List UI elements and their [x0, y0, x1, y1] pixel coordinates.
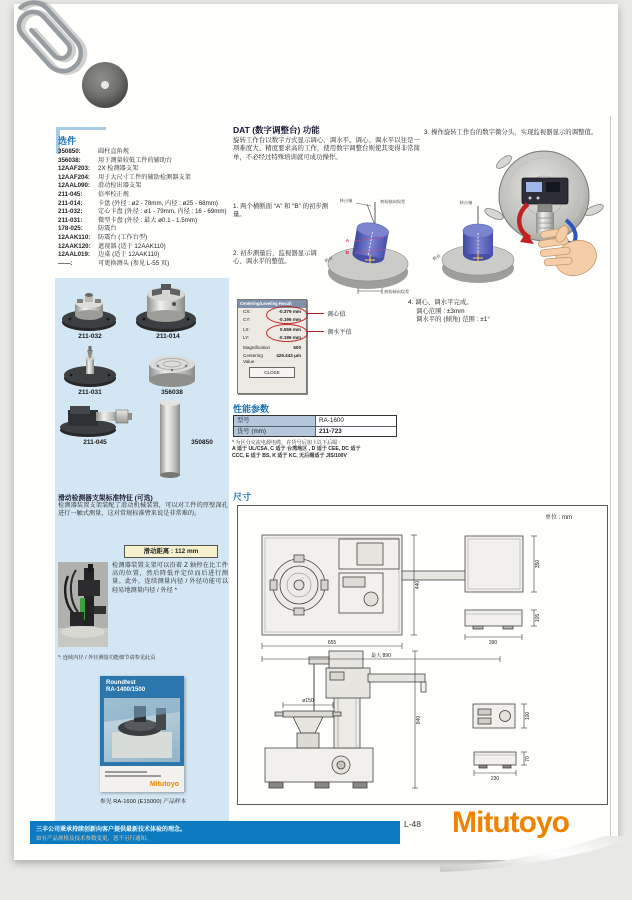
- svg-text:转台: 转台: [323, 255, 334, 264]
- option-row: ——: 可更换测头 (参见 L-55 页): [58, 259, 170, 267]
- centering-callout-line: [306, 313, 324, 314]
- svg-text:B: B: [345, 250, 349, 255]
- page-curl: [440, 836, 632, 900]
- monitor-row: Centering Value 426.443 μm: [243, 353, 301, 364]
- accessory-photo-calibrator: [58, 398, 134, 438]
- svg-text:70: 70: [525, 756, 531, 762]
- monitor-row: LX: 0.559 mm: [243, 327, 301, 332]
- footer-disclaimer-bar: [30, 821, 400, 844]
- footer-line1: 三丰公司秉承持续创新向客户提供最新技术体验的理念。: [36, 827, 187, 833]
- svg-text:A: A: [345, 238, 349, 243]
- brochure-cover: [100, 676, 184, 792]
- corrected-workpiece-diagram: [428, 198, 526, 296]
- monitor-row: CY: -0.196 mm: [243, 317, 301, 322]
- centering-highlight-oval: [266, 306, 308, 324]
- mitutoyo-logo: Mitutoyo: [452, 806, 569, 839]
- option-row: 211-014: 卡盘 (外径 : ø2 - 78mm, 内径 : ø25 - 68mm): [58, 199, 218, 207]
- leveling-callout-label: 调水平值: [327, 329, 352, 336]
- accessory-photo-chuck-large: [134, 280, 198, 332]
- svg-text:ø150: ø150: [302, 698, 314, 704]
- slide-distance-badge: 滑动距离 : 112 mm: [124, 545, 218, 558]
- brochure-caption-bar: [105, 771, 147, 773]
- specs-heading: 性能参数: [233, 404, 270, 414]
- svg-text:840: 840: [416, 715, 422, 725]
- slide-feature-intro: 检测器装置支架装配了滑动机械装置，可以对工件的厚壁深孔进行一触式测量，这对常规标准臂来说是非常难的。: [58, 502, 228, 517]
- option-row: 12AAK110: 防震台 (工作台型): [58, 233, 148, 241]
- brochure-brand-logo: Mitutoyo: [149, 781, 179, 788]
- monitor-row: Magnification 500: [243, 345, 301, 350]
- specs-footnote: * 为区分交流电源电缆，在货号后加上以下后缀 : A 适于 UL/CSA, C 适于 台湾地区 , D 适于 CEE, DC 适于 CCC, E 适于 BS, K 适于 KC, 无后缀适于 JIS/100V: [232, 440, 361, 459]
- accessory-label: 211-031: [78, 389, 102, 396]
- brochure-footer-band: [100, 766, 184, 792]
- option-row: 211-031: 微型卡盘 (外径 : 最大 ø0.1 - 1.5mm): [58, 216, 198, 224]
- option-row: 12AAK120: 遮视器 (适于 12AAK110): [58, 242, 166, 250]
- option-row: 12AAF204: 用于大尺寸工件的辅助检测器支架: [58, 173, 191, 181]
- svg-text:440: 440: [415, 580, 421, 590]
- page-number: L-48: [404, 819, 422, 829]
- option-row: 178-025: 防震台: [58, 225, 117, 233]
- accessory-photo-cylinder-square: [158, 398, 182, 478]
- svg-text:230: 230: [490, 776, 500, 782]
- turntable-photo: [82, 62, 128, 108]
- option-row: 350850: 圆柱直角规: [58, 148, 129, 155]
- option-row: 12AAL019: 边桌 (适于 12AAK110): [58, 251, 160, 259]
- dat-step2: 2. 初步测量后，监视器显示调心、调水平的整值。: [233, 250, 317, 266]
- slide-feature-heading: 滑动检测器支架标准特征 (可选): [58, 495, 153, 502]
- svg-text:初始轴向误差: 初始轴向误差: [384, 289, 410, 294]
- specs-row: 货号 (mm) 211-723: [234, 426, 396, 437]
- svg-text:转台轴: 转台轴: [459, 200, 473, 205]
- svg-text:最大 890: 最大 890: [371, 653, 391, 659]
- specs-row: 型号 RA-1600: [234, 416, 396, 426]
- detector-holder-photo: [58, 562, 108, 647]
- svg-text:390: 390: [488, 640, 498, 646]
- specs-table: [233, 415, 397, 437]
- brochure-caption: 参见 RA-1600 (E15000) 产品样本: [100, 799, 187, 805]
- option-row: 12AAF203: 2X 检测器支架: [58, 165, 139, 173]
- option-row: 356038: 用于测量较低工件的辅助台: [58, 156, 173, 164]
- dat-intro: 旋转工作台以数字方式显示调心、调水平。调心、调水平以往是一项难度大、精度要求高的工作，使用数字调整台则使其变得非常简单，不必经过特殊培训就可成功操作。: [233, 137, 420, 161]
- dimensions-heading: 尺寸: [233, 492, 252, 502]
- monitor-row: CX: -0.379 mm: [243, 309, 301, 314]
- dat-step4: 4. 调心、调水平完成。 调心范围 : ±3mm 调水平的 (倾角) 范围 : ±1°: [408, 299, 490, 324]
- leveling-highlight-oval: [266, 324, 308, 342]
- dat-heading: DAT (数字调整台) 功能: [233, 125, 320, 135]
- dimension-drawings: [237, 505, 606, 803]
- options-list: [58, 148, 230, 268]
- monitor-titlebar: Centering/Leveling Result: [238, 300, 306, 308]
- centering-callout-label: 调心值: [327, 311, 346, 318]
- accessory-label: 356038: [161, 389, 183, 396]
- brochure-machine-illustration: [104, 698, 180, 762]
- leveling-callout-line: [306, 331, 324, 332]
- svg-text:转台: 转台: [431, 253, 442, 262]
- options-heading: 选件: [58, 136, 77, 146]
- brochure-photo: [104, 698, 180, 762]
- accessory-label: 211-032: [78, 333, 102, 340]
- svg-text:初始轴向误差: 初始轴向误差: [380, 199, 406, 204]
- slide-feature-body: 检测器装置支架可以沿着 Z 轴停在比工件高的位置，然后降低并定位而后进行测量。此外，连续测量内径 / 外径功能可以轻易地测量内径 / 外径 *: [112, 562, 228, 594]
- accessory-photo-chuck: [60, 286, 118, 332]
- monitor-close-button: CLOSE: [249, 367, 295, 378]
- option-row: 211-032: 定心卡盘 (外径 : ø1 - 79mm, 内径 : 16 - 69mm): [58, 208, 227, 216]
- accessory-photo-mini-chuck: [62, 344, 118, 388]
- svg-text:转台轴: 转台轴: [339, 198, 353, 203]
- svg-text:100: 100: [525, 711, 531, 721]
- detector-holder-illustration: [58, 562, 108, 647]
- monitor-row: LY: -0.196 mm: [243, 335, 301, 340]
- accessory-label: 211-014: [156, 333, 180, 340]
- svg-text:655: 655: [327, 640, 337, 646]
- svg-text:350: 350: [535, 559, 541, 569]
- dat-step3: 3. 操作旋转工作台的数字微分头，实现监视器显示的调整值。: [424, 129, 598, 136]
- option-row: 12AAL090: 滑动检出器支架: [58, 182, 142, 190]
- tilt-error-diagram: [318, 194, 420, 300]
- footer-line2: 如有产品规格及技术参数变更，恕不另行通知。: [36, 836, 152, 842]
- slide-feature-footnote: *: 连续内径 / 外径测量功能细节请参见此页: [58, 655, 156, 661]
- accessory-label: 211-045: [83, 439, 107, 446]
- accessory-photo-aux-table: [146, 350, 198, 388]
- svg-text:105: 105: [535, 613, 541, 623]
- brochure-title: Roundtest RA-1400/1500: [106, 680, 146, 693]
- accessory-label: 350850: [191, 439, 213, 446]
- dat-step1: 1. 两个横断面 “A” 和 “B” 的初步测量。: [233, 203, 329, 219]
- brochure-caption-bar: [105, 775, 161, 777]
- section-corner-mark: [56, 127, 106, 130]
- option-row: 211-045: 倍率校正规: [58, 190, 129, 198]
- unit-note: 单位 : mm: [545, 515, 572, 521]
